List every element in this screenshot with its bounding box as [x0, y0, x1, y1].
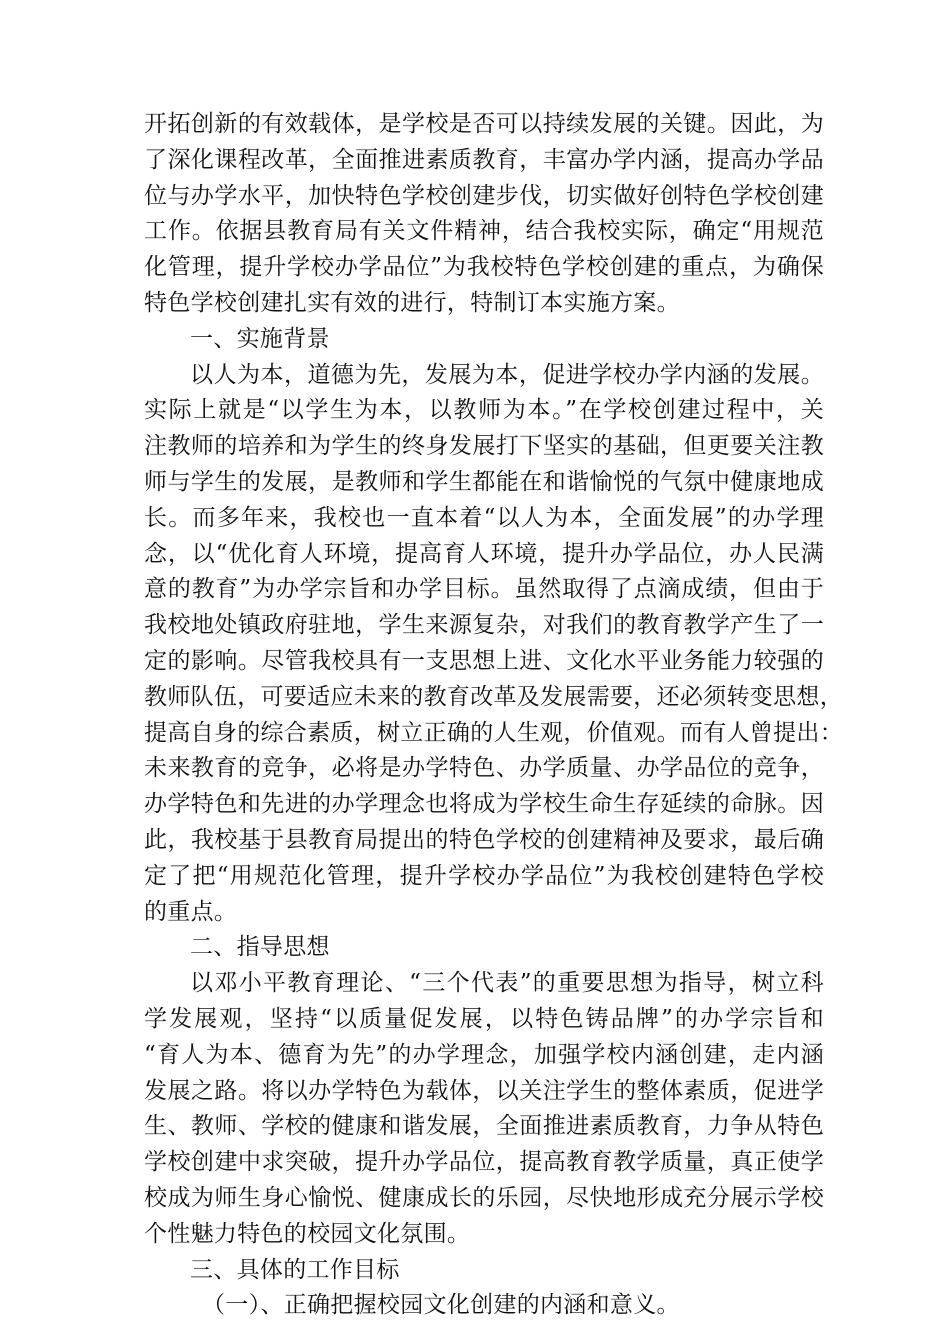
- body-text-line: 了深化课程改革，全面推进素质教育，丰富办学内涵，提高办学品: [144, 146, 824, 173]
- section-heading: 三、具体的工作目标: [190, 1256, 400, 1283]
- paragraph-first-line: 以人为本，道德为先，发展为本，促进学校办学内涵的发展。: [190, 361, 824, 388]
- body-text-line: 此，我校基于县教育局提出的特色学校的创建精神及要求，最后确: [144, 827, 824, 853]
- body-text-line: 注教师的培养和为学生的终身发展打下坚实的基础，但更要关注教: [144, 433, 824, 460]
- body-text-line: 位与办学水平，加快特色学校创建步伐，切实做好创特色学校创建: [144, 182, 824, 209]
- body-text-line: 开拓创新的有效载体，是学校是否可以持续发展的关键。因此，为: [144, 111, 824, 137]
- body-text-line: 办学特色和先进的办学理念也将成为学校生命生存延续的命脉。因: [144, 791, 824, 818]
- body-text-line: 定了把“用规范化管理，提升学校办学品位”为我校创建特色学校: [144, 862, 824, 889]
- body-text-line: “育人为本、德育为先”的办学理念，加强学校内涵创建，走内涵: [144, 1041, 824, 1068]
- paragraph-last-line: 个性魅力特色的校园文化氛围。: [144, 1220, 471, 1247]
- body-text-line: 工作。依据县教育局有关文件精神，结合我校实际，确定“用规范: [144, 218, 824, 245]
- body-text-line: 念，以“优化育人环境，提高育人环境，提升办学品位，办人民满: [144, 540, 824, 567]
- paragraph-last-line: 的重点。: [144, 898, 238, 925]
- paragraph-last-line: 特色学校创建扎实有效的进行，特制订本实施方案。: [144, 290, 680, 316]
- body-text-line: 长。而多年来，我校也一直本着“以人为本，全面发展”的办学理: [144, 504, 824, 531]
- body-text-line: 定的影响。尽管我校具有一支思想上进、文化水平业务能力较强的: [144, 648, 824, 674]
- body-text-line: 化管理，提升学校办学品位”为我校特色学校创建的重点，为确保: [144, 254, 824, 281]
- body-text-line: 师与学生的发展，是教师和学生都能在和谐愉悦的气氛中健康地成: [144, 469, 824, 495]
- body-text-line: 实际上就是“以学生为本，以教师为本。”在学校创建过程中，关: [144, 397, 824, 424]
- body-text-line: 我校地处镇政府驻地，学生来源复杂，对我们的教育教学产生了一: [144, 612, 824, 639]
- body-text-line: 校成为师生身心愉悦、健康成长的乐园，尽快地形成充分展示学校: [144, 1185, 824, 1211]
- subsection-heading: （一）、正确把握校园文化创建的内涵和意义。: [202, 1292, 680, 1319]
- body-text-line: 学校创建中求突破，提升办学品位，提高教育教学质量，真正使学: [144, 1149, 824, 1176]
- body-text-line: 提高自身的综合素质，树立正确的人生观，价值观。而有人曾提出：: [144, 719, 843, 746]
- body-text-line: 未来教育的竞争，必将是办学特色、办学质量、办学品位的竞争，: [144, 755, 824, 782]
- paragraph-first-line: 以邓小平教育理论、“三个代表”的重要思想为指导，树立科: [190, 970, 824, 997]
- body-text-line: 生、教师、学校的健康和谐发展，全面推进素质教育，力争从特色: [144, 1113, 824, 1140]
- body-text-line: 学发展观，坚持“以质量促发展，以特色铸品牌”的办学宗旨和: [144, 1006, 824, 1032]
- body-text-line: 发展之路。将以办学特色为载体，以关注学生的整体素质，促进学: [144, 1077, 824, 1104]
- body-text-line: 教师队伍，可要适应未来的教育改革及发展需要，还必须转变思想，: [144, 683, 843, 710]
- section-heading: 一、实施背景: [190, 325, 330, 352]
- body-text-line: 意的教育”为办学宗旨和办学目标。虽然取得了点滴成绩，但由于: [144, 576, 824, 603]
- section-heading: 二、指导思想: [190, 934, 330, 961]
